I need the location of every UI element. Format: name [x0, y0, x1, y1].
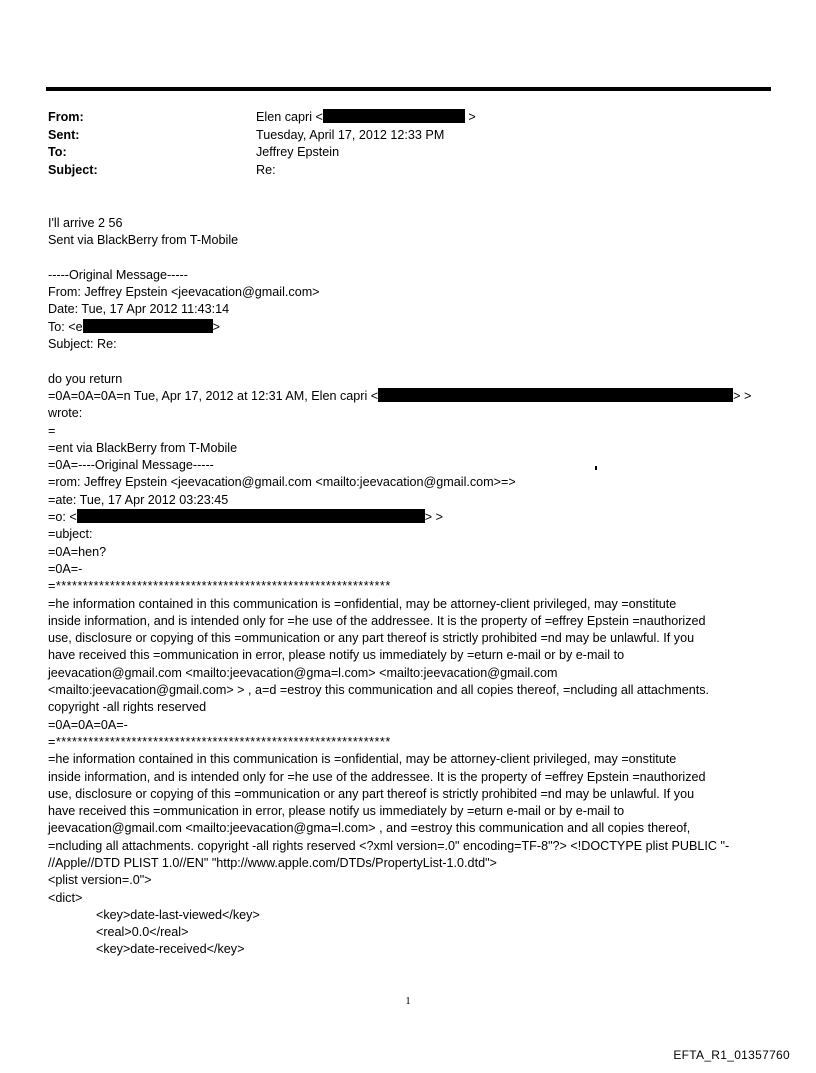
disclaimer-line: =he information contained in this communication is =onfidential, may be attorney-client privileged, may =onstitute — [48, 596, 677, 611]
quoted-line — [48, 388, 778, 405]
disclaimer-line: copyright -all rights reserved — [48, 700, 207, 715]
spacer — [48, 250, 778, 267]
document-id: EFTA_R1_01357760 — [673, 1048, 790, 1062]
disclaimer-line: <mailto:jeevacation@gmail.com> > , a=d =estroy this communication and all copies thereof, =ncluding all attachments. — [48, 683, 710, 698]
to-value: Jeffrey Epstein — [256, 145, 340, 159]
from-close-bracket: > — [468, 110, 476, 124]
disclaimer-line: =he information contained in this communication is =onfidential, may be attorney-client privileged, may =onstitute — [48, 752, 677, 767]
email-body — [48, 215, 778, 959]
header-rule — [46, 87, 771, 91]
redacted-email — [378, 388, 733, 402]
disclaimer-line: have received this =ommunication in error, please notify us immediately by =eturn e-mail or by e-mail to — [48, 804, 625, 819]
quoted-line: =rom: Jeffrey Epstein <jeevacation@gmail.com <mailto:jeevacation@gmail.com>=> — [48, 475, 516, 490]
redacted-sender-email — [323, 109, 465, 123]
quoted-line: wrote: — [48, 406, 83, 421]
stray-mark — [595, 466, 597, 470]
separator-stars: =************************************************************** — [48, 579, 391, 594]
quoted-line-suffix: > > — [424, 510, 443, 525]
quoted-line-prefix: =o: < — [48, 510, 77, 525]
from-label: From: — [48, 110, 84, 124]
original-message-marker: -----Original Message----- — [48, 267, 188, 282]
disclaimer-line: have received this =ommunication in error, please notify us immediately by =eturn e-mail or by e-mail to — [48, 648, 625, 663]
spacer — [48, 353, 778, 370]
quoted-line: =ent via BlackBerry from T-Mobile — [48, 440, 238, 455]
quoted-line: = — [48, 423, 56, 438]
disclaimer-line: =ncluding all attachments. copyright -all rights reserved <?xml version=.0" encoding=TF-8"?> <!DOCTYPE plist PUBLIC "- — [48, 838, 730, 853]
disclaimer-line: inside information, and is intended only for =he use of the addressee. It is the property of =effrey Epstein =nauthorized — [48, 613, 706, 628]
disclaimer-line: use, disclosure or copying of this =ommunication or any part thereof is strictly prohibited =nd may be unlawful. If you — [48, 786, 695, 801]
original-to-prefix: To: <e — [48, 319, 83, 334]
subject-value: Re: — [256, 162, 276, 177]
page-number: 1 — [405, 995, 411, 1007]
original-to-suffix: > — [212, 319, 221, 334]
disclaimer-line: //Apple//DTD PLIST 1.0//EN" "http://www.apple.com/DTDs/PropertyList-1.0.dtd"> — [48, 855, 497, 870]
quoted-line: =0A=----Original Message----- — [48, 458, 214, 473]
plist-line: <real>0.0</real> — [96, 925, 189, 940]
redacted-recipient-email — [83, 319, 213, 333]
quoted-line: =ubject: — [48, 527, 93, 542]
plist-line: <dict> — [48, 890, 83, 905]
plist-line: <key>date-last-viewed</key> — [96, 907, 260, 922]
sent-value: Tuesday, April 17, 2012 12:33 PM — [256, 127, 445, 142]
original-date-line: Date: Tue, 17 Apr 2012 11:43:14 — [48, 302, 230, 317]
disclaimer-line: use, disclosure or copying of this =ommunication or any part thereof is strictly prohibited =nd may be unlawful. If you — [48, 631, 695, 646]
plist-line: <plist version=.0"> — [48, 873, 152, 888]
quoted-line-prefix: =0A=0A=0A=n Tue, Apr 17, 2012 at 12:31 AM, Elen capri < — [48, 388, 379, 403]
sent-label: Sent: — [48, 127, 80, 142]
disclaimer-line: jeevacation@gmail.com <mailto:jeevacation@gma=l.com> , and =estroy this communication and all copies thereof, — [48, 821, 691, 836]
original-subject-line: Subject: Re: — [48, 337, 117, 352]
quoted-line: =0A=0A=0A=- — [48, 717, 128, 732]
original-to-line — [48, 319, 778, 336]
disclaimer-line: inside information, and is intended only for =he use of the addressee. It is the property of =effrey Epstein =nauthorized — [48, 769, 706, 784]
signature-text: Sent via BlackBerry from T-Mobile — [48, 233, 239, 248]
quoted-line: =0A=- — [48, 561, 83, 576]
quoted-line: do you return — [48, 371, 123, 386]
quoted-line: =ate: Tue, 17 Apr 2012 03:23:45 — [48, 492, 229, 507]
plist-line: <key>date-received</key> — [96, 942, 245, 957]
quoted-line — [48, 509, 778, 526]
from-name: Elen capri — [256, 110, 313, 124]
quoted-line: =0A=hen? — [48, 544, 107, 559]
quoted-line-suffix: > > — [733, 388, 752, 403]
to-label: To: — [48, 145, 67, 159]
redacted-email — [77, 509, 425, 523]
from-open-bracket: < — [315, 110, 323, 124]
original-from-line: From: Jeffrey Epstein <jeevacation@gmail.com> — [48, 285, 320, 300]
separator-stars: =************************************************************** — [48, 734, 391, 749]
from-value — [256, 109, 476, 127]
subject-label: Subject: — [48, 162, 98, 177]
disclaimer-line: jeevacation@gmail.com <mailto:jeevacation@gma=l.com> <mailto:jeevacation@gmail.com — [48, 665, 558, 680]
reply-text: I'll arrive 2 56 — [48, 216, 123, 230]
